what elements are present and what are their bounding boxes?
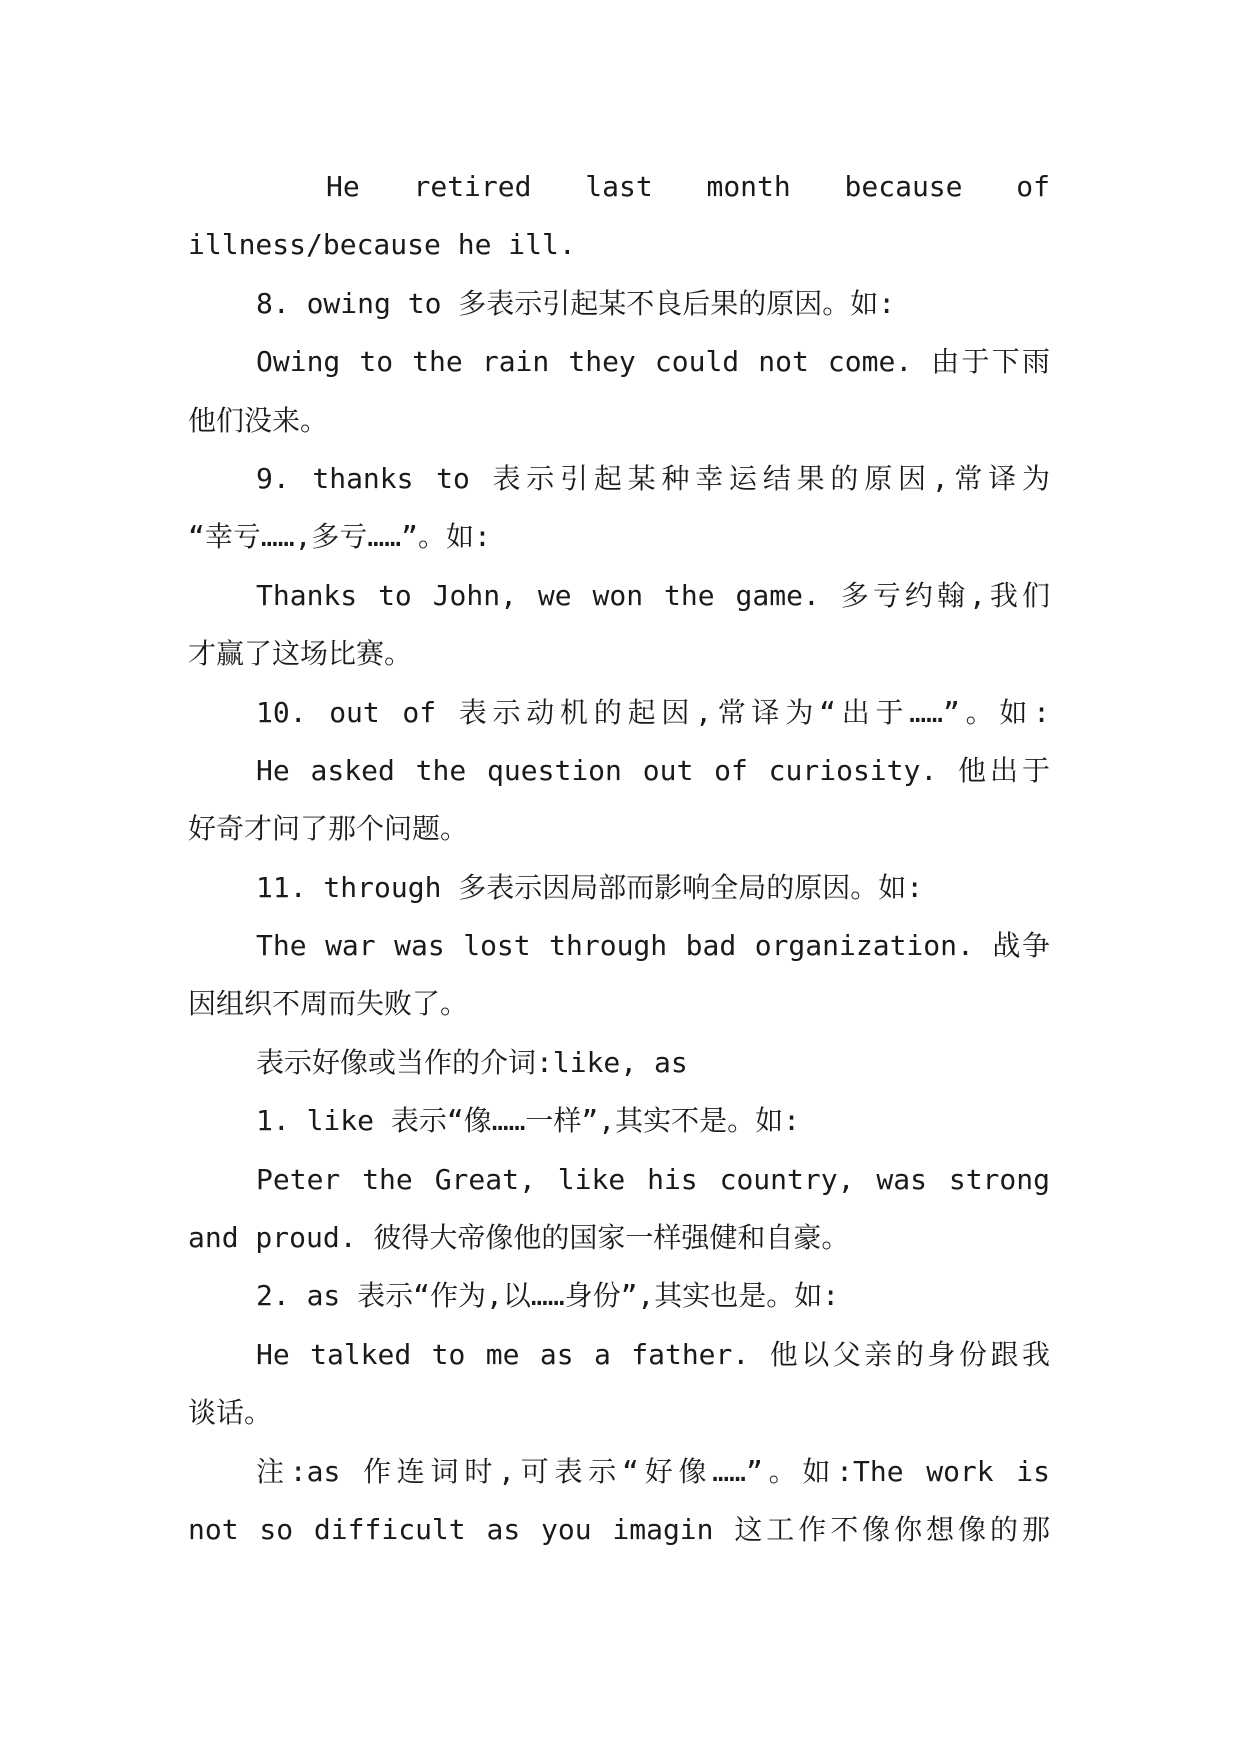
text-line: not so difficult as you imagin 这工作不像你想像的那 xyxy=(188,1512,1050,1546)
text-line: Owing to the rain they could not come. 由于下雨 xyxy=(256,345,1050,379)
text-line: illness/because he ill. xyxy=(188,228,576,262)
text-line: He talked to me as a father. 他以父亲的身份跟我 xyxy=(256,1337,1050,1371)
text-line: 注:as 作连词时,可表示“好像……”。如:The work is xyxy=(256,1454,1050,1488)
text-line: 10. out of 表示动机的起因,常译为“出于……”。如: xyxy=(256,695,1050,729)
text-line: Peter the Great, like his country, was strong xyxy=(256,1162,1050,1196)
text-line: 1. like 表示“像……一样”,其实不是。如: xyxy=(256,1104,801,1138)
text-line: He retired last month because of xyxy=(326,170,1050,203)
text-line: 8. owing to 多表示引起某不良后果的原因。如: xyxy=(256,286,896,320)
text-line: The war was lost through bad organization. 战争 xyxy=(256,929,1050,963)
text-line: “幸亏……,多亏……”。如: xyxy=(188,520,491,554)
text-line: 11. through 多表示因局部而影响全局的原因。如: xyxy=(256,870,924,904)
text-line: 9. thanks to 表示引起某种幸运结果的原因,常译为 xyxy=(256,461,1050,495)
document-body xyxy=(188,158,1050,1559)
text-line: 谈话。 xyxy=(188,1396,273,1430)
text-line: 好奇才问了那个问题。 xyxy=(188,812,469,846)
text-line: 才赢了这场比赛。 xyxy=(188,637,413,671)
text-line: 表示好像或当作的介词:like, as xyxy=(256,1045,688,1079)
text-line: and proud. 彼得大帝像他的国家一样强健和自豪。 xyxy=(188,1221,850,1255)
text-line: 2. as 表示“作为,以……身份”,其实也是。如: xyxy=(256,1279,840,1313)
text-line: He asked the question out of curiosity. 他出于 xyxy=(256,753,1050,787)
text-line: 因组织不周而失败了。 xyxy=(188,987,469,1021)
text-line: 他们没来。 xyxy=(188,403,329,437)
text-line: Thanks to John, we won the game. 多亏约翰,我们 xyxy=(256,578,1050,612)
